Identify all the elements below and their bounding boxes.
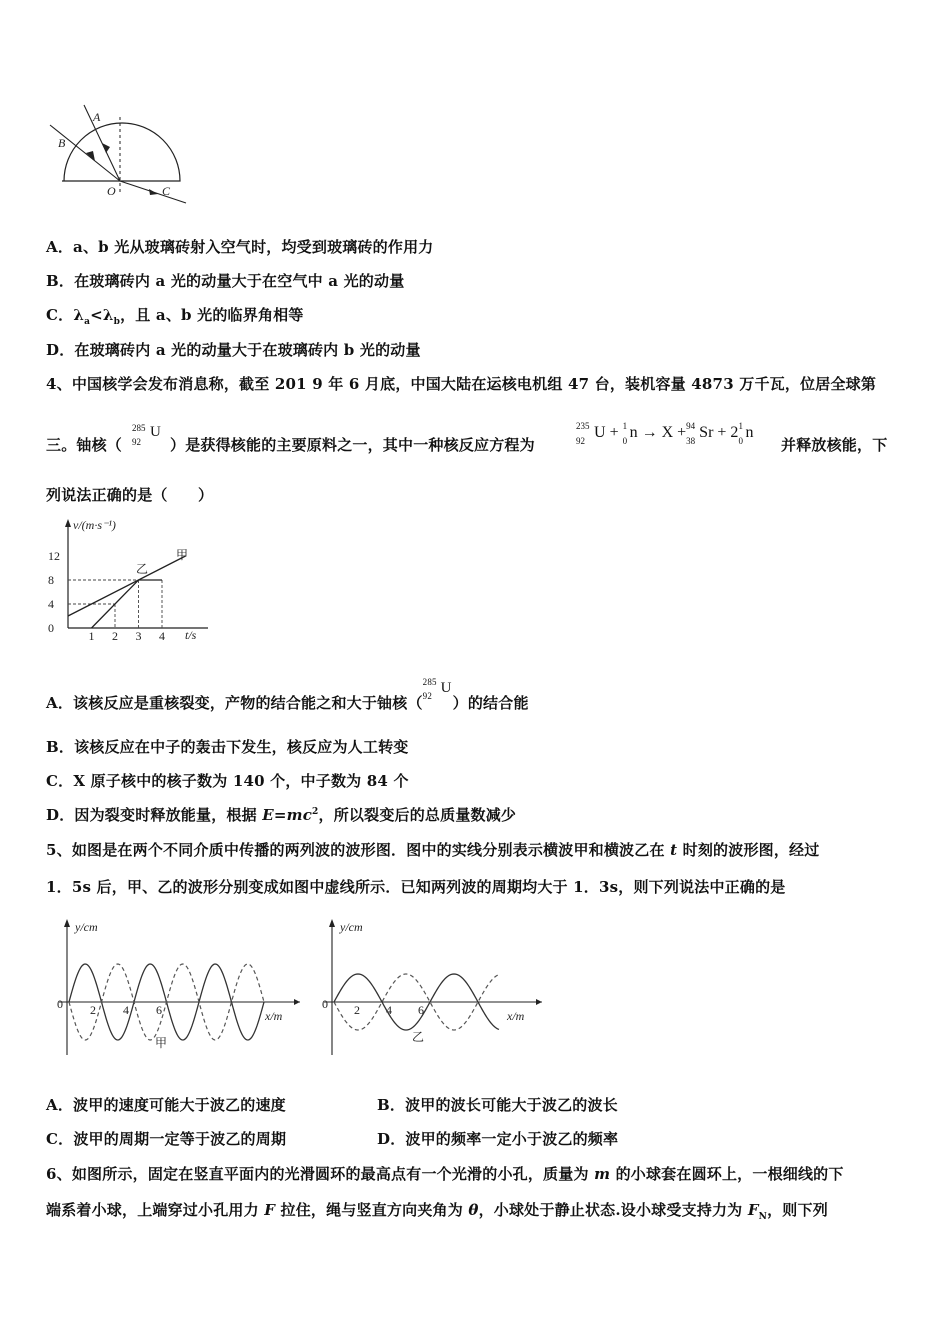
- q5-line-1-pre: 5、如图是在两个不同介质中传播的两列波的波形图．图中的实线分别表示横波甲和横波乙在: [46, 841, 671, 859]
- q4-option-d-post: ，所以裂变后的总质量数减少: [318, 806, 517, 824]
- vt-chart: [40, 515, 220, 645]
- nuclide-mass: 285: [132, 423, 146, 433]
- eq-sr-mass: 94: [686, 421, 696, 431]
- eq-n2-mass: 1: [738, 421, 743, 431]
- label-c: C: [162, 184, 171, 198]
- wave-y-label: y/cm: [75, 920, 98, 934]
- wave-tick-label: 4: [386, 1003, 392, 1017]
- q4-line-3: 列说法正确的是（ ）: [46, 486, 214, 504]
- eq-sr: [686, 421, 714, 446]
- q5-option-a: A．波甲的速度可能大于波乙的速度: [46, 1096, 286, 1114]
- series-label-jia: 甲: [176, 548, 189, 562]
- q6-line-1-m: m: [594, 1165, 611, 1183]
- q4-option-d-formula: E=mc: [262, 806, 313, 824]
- q3-option-c: [46, 304, 304, 327]
- q4-option-a-pre: A．该核反应是重核裂变，产物的结合能之和大于铀核（: [46, 694, 423, 712]
- q4-option-b: B．该核反应在中子的轰击下发生，核反应为人工转变: [46, 738, 409, 756]
- ray-b: [50, 125, 120, 181]
- q4-equation: [576, 421, 754, 454]
- q6-line-2-mid2: ，小球处于静止状态.设小球受支持力为: [478, 1201, 748, 1219]
- eq-u: [576, 421, 606, 446]
- wave-name-label: 乙: [412, 1030, 425, 1044]
- opt-nuclide-symbol: U: [440, 680, 452, 696]
- q4-line-1: 4、中国核学会发布消息称，截至 201 9 年 6 月底，中国大陆在运核电机组 47 台，装机容量 4873 万千瓦，位居全球第: [46, 375, 877, 393]
- prism-figure: [40, 95, 200, 210]
- q5-option-c: C．波甲的周期一定等于波乙的周期: [46, 1130, 287, 1148]
- wave-y-arrow: [329, 919, 335, 927]
- q3-option-a: A．a、b 光从玻璃砖射入空气时，均受到玻璃砖的作用力: [46, 238, 434, 256]
- q4-option-a-nuclide: [422, 677, 453, 708]
- wave-name-label: 甲: [155, 1036, 168, 1050]
- semicircle-outline: [62, 123, 180, 181]
- ray-b-arrow: [86, 151, 95, 161]
- y-axis-arrow: [65, 519, 71, 527]
- wave-tick-label: 4: [123, 1003, 129, 1017]
- wave-tick-label: 0: [57, 997, 63, 1011]
- q5-line-2: 1．5s 后，甲、乙的波形分别变成如图中虚线所示．已知两列波的周期均大于 1．3s，则下列说法中正确的是: [46, 878, 786, 896]
- q6-line-1-post: 的小球套在圆环上，一根细线的下: [610, 1165, 844, 1183]
- q3-option-c-sub-b: b: [113, 317, 121, 327]
- series-line-yi: [92, 580, 163, 628]
- label-o: O: [107, 184, 116, 198]
- wave-tick-label: 2: [354, 1003, 360, 1017]
- wave-x-label: x/m: [507, 1009, 525, 1023]
- y-tick-label: 4: [48, 597, 54, 611]
- wave-yi-figure: [320, 915, 550, 1060]
- nuclide-charge: 92: [132, 437, 141, 447]
- q6-line-2-fn-sub: N: [758, 1212, 768, 1222]
- wave-x-arrow: [294, 999, 300, 1005]
- q6-line-2-pre: 端系着小球，上端穿过小孔用力: [46, 1201, 265, 1219]
- q3-option-c-mid: <λ: [90, 306, 114, 324]
- wave-tick-label: 6: [156, 1003, 162, 1017]
- eq-n2-charge: 0: [738, 436, 743, 446]
- opt-nuclide-mass: 285: [422, 677, 437, 687]
- x-tick-label: 2: [112, 629, 118, 643]
- x-tick-label: 4: [159, 629, 165, 643]
- eq-n: [622, 421, 638, 446]
- x-tick-label: 1: [88, 629, 95, 643]
- q3-option-c-prefix: C．λ: [46, 306, 85, 324]
- wave-tick-label: 0: [322, 997, 328, 1011]
- eq-n-sym: n: [629, 424, 638, 441]
- q6-line-2-fn: F: [747, 1201, 759, 1219]
- eq-n-mass: 1: [622, 421, 628, 431]
- ray-a-arrow: [102, 143, 110, 153]
- wave-x-arrow: [536, 999, 542, 1005]
- x-axis-label: t/s: [185, 628, 197, 642]
- q4-nuclide-u: [132, 423, 161, 447]
- q4-option-d-sup: 2: [312, 807, 319, 817]
- eq-x: X +: [661, 424, 687, 441]
- eq-n2-sym: n: [745, 424, 754, 441]
- eq-sr-sym: Sr: [699, 424, 714, 441]
- q5-line-1-post: 时刻的波形图，经过: [677, 841, 820, 859]
- nuclide-symbol: U: [150, 424, 161, 440]
- q5-option-d: D．波甲的频率一定小于波乙的频率: [377, 1130, 619, 1148]
- q6-line-1: [46, 1163, 844, 1184]
- series-line-jia: [68, 556, 186, 616]
- eq-plus-2: + 2: [713, 424, 739, 441]
- eq-n2: [738, 421, 754, 446]
- q4-option-a-post: ）的结合能: [452, 694, 529, 712]
- y-tick-label: 8: [48, 573, 54, 587]
- opt-nuclide-charge: 92: [422, 691, 433, 701]
- eq-n-charge: 0: [622, 436, 628, 446]
- q4-option-d-pre: D．因为裂变时释放能量，根据: [46, 806, 263, 824]
- q6-line-2-theta: θ: [468, 1201, 479, 1219]
- q3-option-c-sub-a: a: [84, 317, 91, 327]
- q5-line-1: [46, 839, 819, 860]
- y-axis-label: v/(m·s⁻¹): [73, 518, 116, 532]
- q6-line-2-f: F: [264, 1201, 276, 1219]
- q6-line-1-pre: 6、如图所示，固定在竖直平面内的光滑圆环的最高点有一个光滑的小孔，质量为: [46, 1165, 595, 1183]
- q5-line-1-t: t: [670, 841, 678, 859]
- q6-line-2-post: ，则下列: [767, 1201, 828, 1219]
- eq-u-sym: U: [594, 424, 606, 441]
- series-label-yi: 乙: [136, 562, 149, 576]
- eq-u-charge: 92: [576, 436, 585, 446]
- eq-sr-charge: 38: [686, 436, 696, 446]
- ray-out-arrow: [149, 189, 158, 195]
- q4-option-d: [46, 804, 516, 825]
- label-b: B: [58, 136, 66, 150]
- q6-line-2-mid: 拉住，绳与竖直方向夹角为: [275, 1201, 469, 1219]
- q4-option-a: [46, 677, 529, 713]
- q4-line-2-b: ）是获得核能的主要原料之一，其中一种核反应方程为: [170, 436, 535, 454]
- q4-line-2-c: 并释放核能，下: [781, 436, 888, 454]
- eq-plus-1: +: [605, 424, 623, 441]
- q3-option-c-suffix: ，且 a、b 光的临界角相等: [120, 306, 304, 324]
- x-tick-label: 3: [135, 629, 142, 643]
- wave-y-label: y/cm: [340, 920, 363, 934]
- wave-tick-label: 2: [90, 1003, 96, 1017]
- eq-arrow: →: [637, 424, 662, 441]
- q3-option-b: B．在玻璃砖内 a 光的动量大于在空气中 a 光的动量: [46, 272, 405, 290]
- y-tick-label: 0: [48, 621, 54, 635]
- q6-line-2: [46, 1199, 828, 1222]
- wave-tick-label: 6: [418, 1003, 424, 1017]
- wave-jia-figure: [55, 915, 305, 1060]
- wave-x-label: x/m: [265, 1009, 283, 1023]
- q5-option-b: B．波甲的波长可能大于波乙的波长: [377, 1096, 618, 1114]
- eq-u-mass: 235: [576, 421, 590, 431]
- y-tick-label: 12: [48, 549, 60, 563]
- q4-line-2-a: 三。铀核（: [46, 436, 123, 454]
- label-a: A: [93, 110, 101, 124]
- q4-option-c: C．X 原子核中的核子数为 140 个，中子数为 84 个: [46, 772, 409, 790]
- wave-y-arrow: [64, 919, 70, 927]
- q3-option-d: D．在玻璃砖内 a 光的动量大于在玻璃砖内 b 光的动量: [46, 341, 421, 359]
